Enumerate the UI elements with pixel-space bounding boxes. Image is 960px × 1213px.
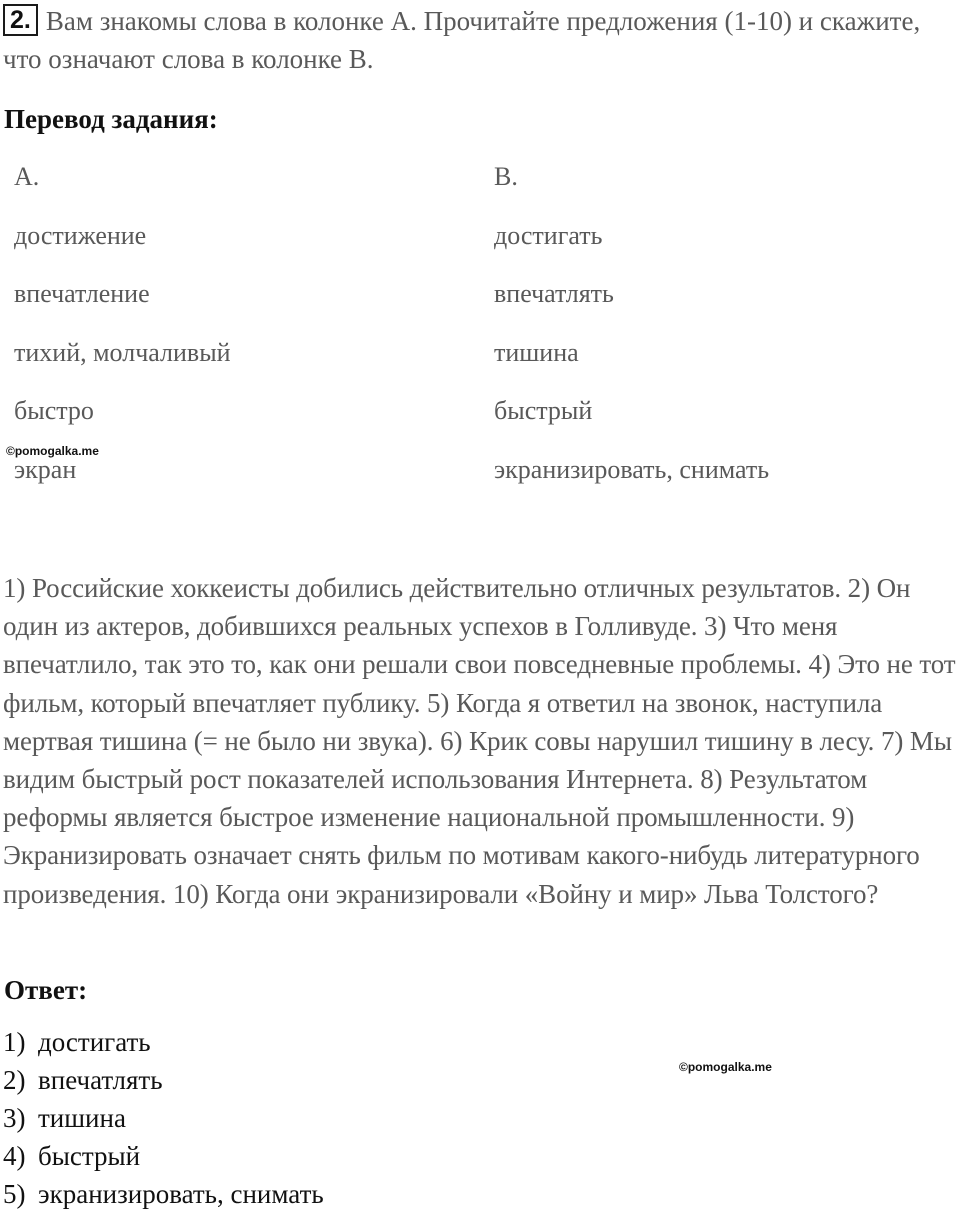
column-a-word: достижение bbox=[14, 220, 147, 250]
word-table-row bbox=[14, 394, 944, 453]
task-instruction: Вам знакомы слова в колонке А. Прочитайте предложения (1-10) и скажите, что означают слова в колонке В. bbox=[3, 6, 921, 74]
word-table-row bbox=[14, 219, 944, 278]
column-b-word: достигать bbox=[494, 220, 603, 250]
column-a-word: тихий, молчаливый bbox=[14, 337, 231, 367]
column-b-header: В. bbox=[494, 162, 518, 191]
watermark: ©pomogalka.me bbox=[679, 1060, 772, 1074]
column-a-word: впечатление bbox=[14, 279, 150, 309]
answer-number: 1) bbox=[3, 1027, 26, 1057]
column-b-word: быстрый bbox=[494, 396, 593, 426]
column-b-word: экранизировать, снимать bbox=[494, 454, 770, 484]
column-a-header: А. bbox=[14, 162, 40, 191]
answer-heading: Ответ: bbox=[4, 975, 88, 1005]
answer-text: быстрый bbox=[38, 1141, 141, 1171]
answer-list bbox=[3, 1023, 324, 1213]
answer-number: 2) bbox=[3, 1065, 26, 1095]
column-a-word: экран bbox=[14, 454, 77, 484]
answer-item bbox=[3, 1137, 324, 1175]
answer-item bbox=[3, 1023, 324, 1061]
word-table-row bbox=[14, 336, 944, 395]
task-header bbox=[3, 2, 953, 78]
answer-item bbox=[3, 1061, 324, 1099]
answer-number: 5) bbox=[3, 1179, 26, 1209]
word-table bbox=[14, 160, 944, 512]
column-b-word: впечатлять bbox=[494, 279, 614, 309]
answer-item bbox=[3, 1175, 324, 1213]
column-b-word: тишина bbox=[494, 337, 579, 367]
answer-number: 4) bbox=[3, 1141, 26, 1171]
answer-text: достигать bbox=[38, 1027, 151, 1057]
sentences-paragraph: 1) Российские хоккеисты добились действительно отличных результатов. 2) Он один из актеров, добившихся реальных успехов в Голливуде. 3) Что меня впечатлило, так это то, как они решали свои повседневные проблемы. 4) Это не тот фильм, который впечатляет публику. 5) Когда я ответил на звонок, наступила мертвая тишина (= не было ни звука). 6) Крик совы нарушил тишину в лесу. 7) Мы видим быстрый рост показателей использования Интернета. 8) Результатом реформы является быстрое изменение национальной промышленности. 9) Экранизировать означает снять фильм по мотивам какого-нибудь литературного произведения. 10) Когда они экранизировали «Войну и мир» Льва Толстого? bbox=[3, 573, 956, 909]
answer-item bbox=[3, 1099, 324, 1137]
column-a-word: быстро bbox=[14, 396, 94, 426]
word-table-header-row bbox=[14, 160, 944, 219]
watermark: ©pomogalka.me bbox=[6, 444, 99, 458]
answer-number: 3) bbox=[3, 1103, 26, 1133]
task-number-badge: 2. bbox=[3, 4, 38, 36]
answer-text: тишина bbox=[38, 1103, 126, 1133]
answer-text: впечатлять bbox=[38, 1065, 163, 1095]
word-table-row bbox=[14, 277, 944, 336]
answer-text: экранизировать, снимать bbox=[38, 1179, 324, 1209]
word-table-row bbox=[14, 453, 944, 512]
translation-heading: Перевод задания: bbox=[4, 104, 218, 134]
